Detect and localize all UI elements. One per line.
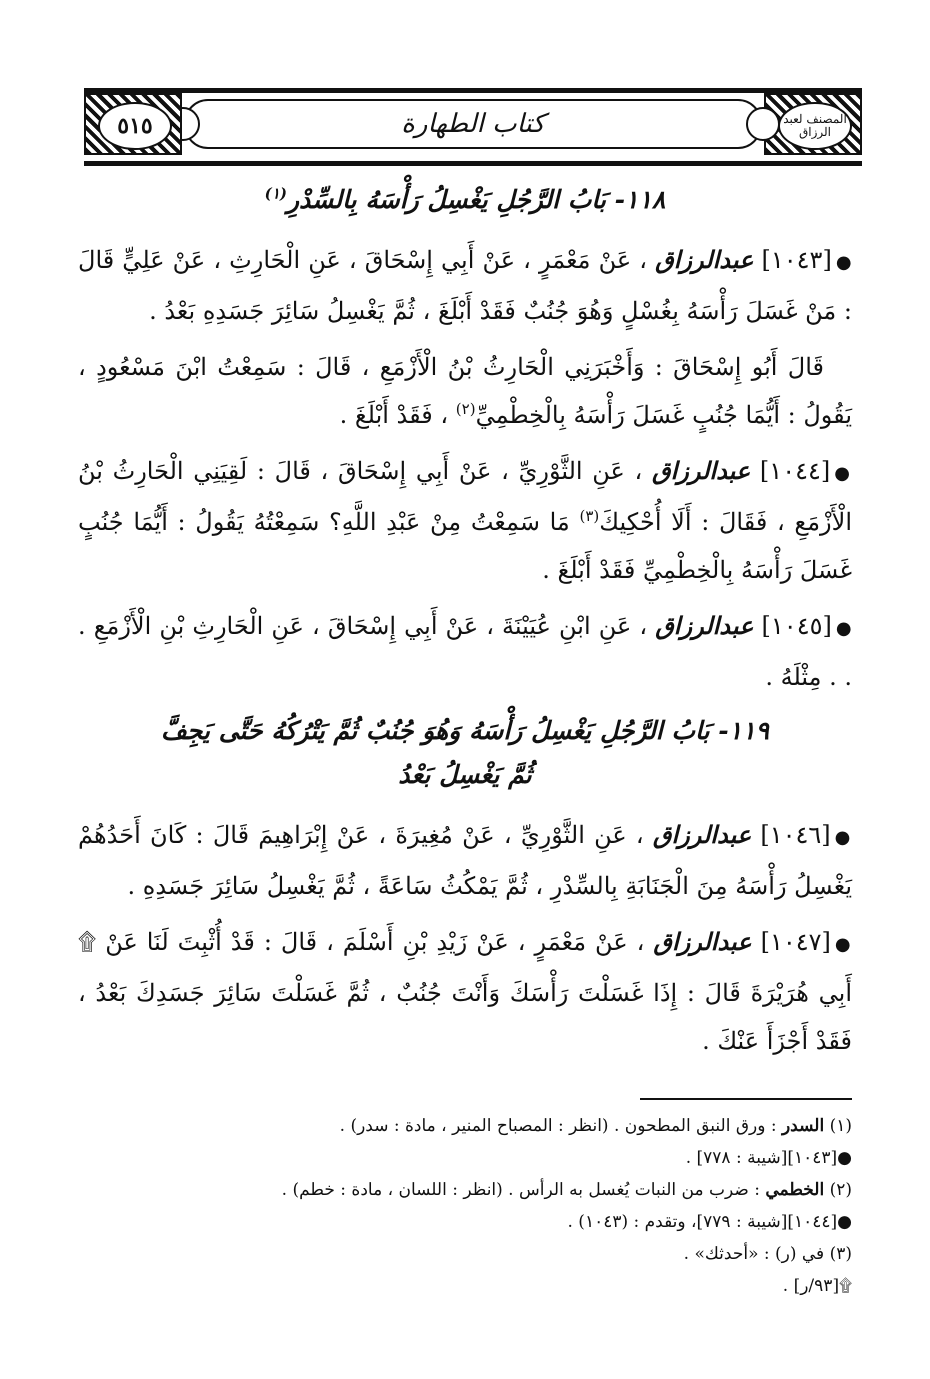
hadith-1047: ●[١٠٤٧] عبدالرزاق ، عَنْ مَعْمَرٍ ، عَنْ زَيْدِ بْنِ أَسْلَمَ ، قَالَ : قَدْ أُثْبِتَ لَنَا عَنْ ۩ أَبِي هُرَيْرَةَ قَالَ : إِذَا غَسَلْتَ رَأْسَكَ وَأَنْتَ جُنُبٌ ، ثُمَّ غَسَلْتَ سَائِرَ جَسَدِكَ بَعْدُ ، فَقَدْ أَجْزَأَ عَنْكَ . xyxy=(78,927,852,1055)
header-ornament-left xyxy=(84,93,182,155)
chapter-119-title: ١١٩- بَابُ الرَّجُلِ يَغْسِلُ رَأْسَهُ وَهُوَ جُنُبٌ ثُمَّ يَتْرُكُهُ حَتَّى يَجِفَّ ثُمَّ يَغْسِلُ بَعْدُ xyxy=(161,716,769,789)
author-name: عبدالرزاق xyxy=(655,245,754,274)
main-text xyxy=(78,172,852,1073)
footnote-2: (٢) الخطمي : ضرب من النبات يُغسل به الرأس . (انظر : اللسان ، مادة : خطم) . xyxy=(281,1180,852,1200)
hadith-text: ، عَنِ الثَّوْرِيِّ ، عَنْ مُغِيرَةَ ، عَنْ إِبْرَاهِيمَ قَالَ : كَانَ أَحَدُهُمْ يَغْسِلُ رَأْسَهُ مِنَ الْجَنَابَةِ بِالسِّدْرِ ، ثُمَّ يَمْكُثُ سَاعَةً ، ثُمَّ يَغْسِلُ سَائِرَ جَسَدِهِ . xyxy=(78,821,852,900)
page-number: ٥١٥ xyxy=(98,102,172,150)
footnote-1: (١) السدر : ورق النبق المطحون . (انظر : المصباح المنير ، مادة : سدر) . xyxy=(339,1116,852,1136)
book-title: كتاب الطهارة xyxy=(184,99,762,149)
footnote-mark: (٣) xyxy=(579,507,600,525)
footnote-divider xyxy=(640,1098,852,1100)
bullet-icon: ● xyxy=(834,827,852,848)
hadith-text: ، عَنِ ابْنِ عُيَيْنَةَ ، عَنْ أَبِي إِسْحَاقَ ، عَنِ الْحَارِثِ بْنِ الْأَزْمَعِ . . . مِثْلَهُ . xyxy=(78,612,852,691)
hadith-1043 xyxy=(78,236,852,335)
bullet-icon: ● xyxy=(837,1148,852,1168)
bullet-icon: ● xyxy=(837,1212,852,1232)
hadith-1044: ●[١٠٤٤] عبدالرزاق ، عَنِ الثَّوْرِيِّ ، عَنْ أَبِي إِسْحَاقَ ، قَالَ : لَقِيَنِي الْحَارِثُ بْنُ الْأَزْمَعِ ، فَقَالَ : أَلَا أُحْكِيكَ$^{(٣)}$ مَا سَمِعْتُ مِنْ عَبْدِ اللَّهِ؟ سَمِعْتُهُ يَقُولُ : أَيُّمَا جُنُبٍ غَسَلَ رَأْسَهُ بِالْخِطْمِيِّ فَقَدْ أَبْلَغَ . xyxy=(78,456,852,584)
bullet-icon: ● xyxy=(835,252,852,273)
chapter-118-title: ١١٨- بَابُ الرَّجُلِ يَغْسِلُ رَأْسَهُ بِالسِّدْرِ$^{(١)}$ xyxy=(264,184,666,214)
bullet-icon: ● xyxy=(834,463,852,484)
author-seal: المصنف لعبد الرزاق xyxy=(778,102,852,150)
hadith-number: [١٠٤٣] xyxy=(761,246,832,274)
manuscript-mark-icon: ۩ xyxy=(78,928,97,956)
hadith-1046 xyxy=(78,811,852,910)
footnote-source-1044: ●[١٠٤٤][شيبة : ٧٧٩]، وتقدم : (١٠٤٣) . xyxy=(567,1212,852,1232)
bullet-icon: ● xyxy=(835,618,852,639)
hadith-number: [١٠٤٤] xyxy=(759,457,831,485)
footnotes xyxy=(78,1110,852,1302)
bullet-icon: ● xyxy=(834,934,852,955)
hadith-1043-continuation: قَالَ أَبُو إِسْحَاقَ : وَأَخْبَرَنِي الْحَارِثُ بْنُ الْأَزْمَعِ ، قَالَ : سَمِعْتُ ابْنَ مَسْعُودٍ ، يَقُولُ : أَيُّمَا جُنُبٍ غَسَلَ رَأْسَهُ بِالْخِطْمِيِّ$^{(٢)}$ ، فَقَدْ أَبْلَغَ . xyxy=(78,353,852,429)
footnote-source-1043: ●[١٠٤٣][شيبة : ٧٧٨] . xyxy=(685,1148,852,1168)
footnote-mark: (١) xyxy=(264,184,287,203)
hadith-number: [١٠٤٧] xyxy=(760,928,831,956)
author-name: عبدالرزاق xyxy=(651,456,751,485)
footnote-manuscript-page: ۩[٩٣/ر] . xyxy=(782,1276,852,1296)
hadith-text: ، عَنْ مَعْمَرٍ ، عَنْ أَبِي إِسْحَاقَ ، عَنِ الْحَارِثِ ، عَنْ عَلِيٍّ قَالَ : مَنْ غَسَلَ رَأْسَهُ بِغُسْلٍ وَهُوَ جُنُبٌ فَقَدْ أَبْلَغَ ، ثُمَّ يَغْسِلُ سَائِرَ جَسَدِهِ بَعْدُ . xyxy=(78,246,852,325)
hadith-number: [١٠٤٥] xyxy=(761,612,832,640)
footnote-3: (٣) في (ر) : «أحدثك» . xyxy=(683,1244,852,1264)
footnote-mark: (٢) xyxy=(455,400,476,418)
author-name: عبدالرزاق xyxy=(655,611,754,640)
hadith-number: [١٠٤٦] xyxy=(760,821,831,849)
author-name: عبدالرزاق xyxy=(653,927,752,956)
hadith-1045 xyxy=(78,602,852,701)
page-header xyxy=(84,88,862,166)
author-name: عبدالرزاق xyxy=(652,820,752,849)
